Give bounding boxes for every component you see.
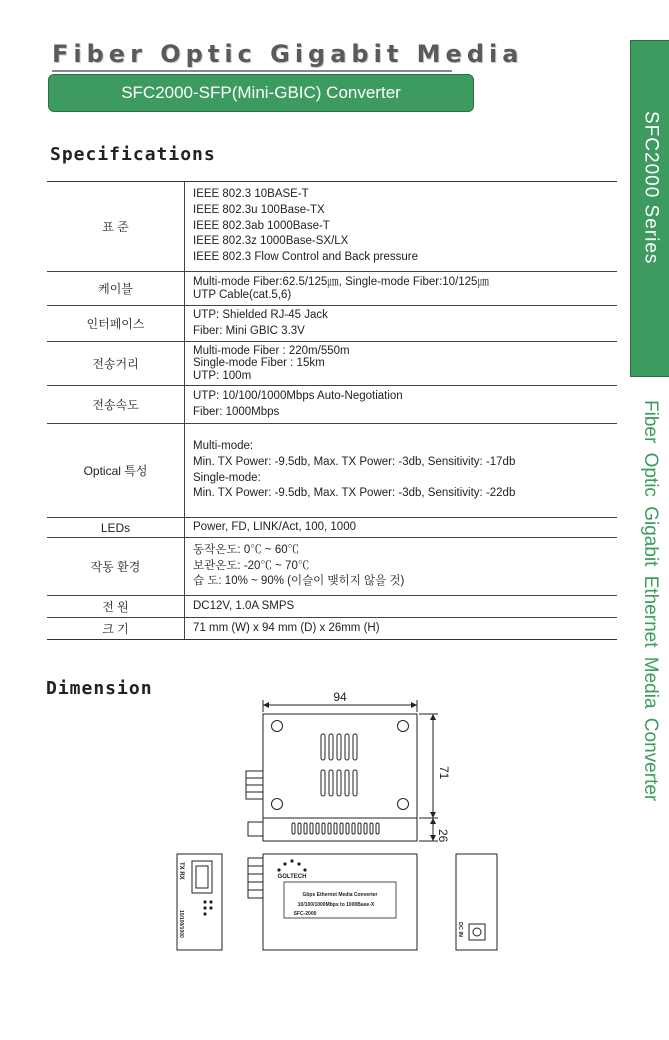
top-view-outline [263, 714, 417, 818]
spec-label: 작동 환경 [47, 538, 185, 596]
spec-value-line: 보관온도: -20℃ ~ 70℃ [193, 559, 310, 572]
spec-value-line: Fiber: 1000Mbps [193, 405, 280, 418]
specifications-heading: Specifications [50, 144, 216, 165]
spec-value-line: IEEE 802.3u 100Base-TX [193, 203, 325, 216]
spec-value-line: IEEE 802.3z 1000Base-SX/LX [193, 235, 349, 248]
mount-hole [398, 721, 409, 732]
dc-in-label: DC IN [457, 922, 463, 937]
dc-jack [469, 924, 485, 940]
spec-label: Optical 특성 [47, 424, 185, 518]
depth-dimension-label: 71 [437, 766, 451, 780]
spec-value-line: UTP: 100m [193, 369, 252, 382]
spec-label: 표 준 [47, 182, 185, 272]
brand-name: GOLTECH [277, 874, 307, 880]
vent-slots [321, 734, 357, 796]
spec-value-line: Single-mode: [193, 471, 261, 484]
port-labels: TX RX [178, 862, 184, 880]
spec-value-line: Multi-mode Fiber : 220m/550m [193, 345, 350, 358]
spec-value-line: Min. TX Power: -9.5db, Max. TX Power: -3db, Sensitivity: -17db [193, 455, 516, 468]
spec-label: LEDs [47, 518, 185, 538]
spec-label: 인터페이스 [47, 306, 185, 342]
spec-value-line: 71 mm (W) x 94 mm (D) x 26mm (H) [193, 621, 380, 634]
spec-label: 전송거리 [47, 342, 185, 386]
spec-value-line: IEEE 802.3 Flow Control and Back pressure [193, 251, 419, 264]
spec-value-line: 습 도: 10% ~ 90% (이슬이 맺히지 않을 것) [193, 575, 405, 588]
spec-label: 전 원 [47, 596, 185, 618]
side-product-text: Fiber Optic Gigabit Ethernet Media Converter [640, 400, 661, 802]
led-indicators [203, 900, 212, 915]
page-title: Fiber Optic Gigabit Media [52, 40, 524, 68]
spec-value-line: UTP: Shielded RJ-45 Jack [193, 308, 328, 321]
panel-text-1: Gbps Ethernet Media Converter [302, 892, 378, 898]
mount-hole [272, 721, 283, 732]
spec-value-line: Fiber: Mini GBIC 3.3V [193, 324, 305, 337]
spec-value-line: IEEE 802.3ab 1000Base-T [193, 219, 330, 232]
spec-value-line: IEEE 802.3 10BASE-T [193, 187, 309, 200]
speed-label: 10/100/1000 [178, 910, 184, 938]
spec-value-line: 동작온도: 0℃ ~ 60℃ [193, 543, 300, 556]
spec-label: 케이블 [47, 272, 185, 306]
spec-value-line: Multi-mode: [193, 439, 254, 452]
mount-hole [398, 799, 409, 810]
subtitle-text: SFC2000-SFP(Mini-GBIC) Converter [121, 83, 401, 102]
spec-value-line: Single-mode Fiber : 15km [193, 357, 325, 370]
mount-hole [272, 799, 283, 810]
side-vent-slots [292, 823, 379, 834]
spec-value-line: UTP: 10/100/1000Mbps Auto-Negotiation [193, 389, 403, 402]
panel-text-2: 10/100/1000Mbps to 1000Base-X [297, 902, 375, 908]
spec-value-line: Multi-mode Fiber:62.5/125㎛, Single-mode Fiber:10/125㎛ [193, 276, 489, 289]
brand-logo-dots [277, 859, 306, 871]
side-plug [248, 822, 263, 836]
side-series-text: SFC2000 Series [640, 111, 662, 265]
dimension-heading: Dimension [46, 678, 153, 699]
spec-value-line: Min. TX Power: -9.5db, Max. TX Power: -3db, Sensitivity: -22db [193, 487, 516, 500]
height-dimension-label: 26 [436, 829, 450, 843]
front-sfp-cage [248, 858, 263, 898]
spec-value-line: Power, FD, LINK/Act, 100, 1000 [193, 520, 356, 533]
spec-value-line: DC12V, 1.0A SMPS [193, 599, 295, 612]
width-dimension-label: 94 [333, 690, 347, 704]
spec-value-line: UTP Cable(cat.5,6) [193, 288, 292, 301]
panel-text-3: SFC-2000 [293, 911, 317, 917]
spec-label: 크 기 [47, 618, 185, 640]
spec-label: 전송속도 [47, 386, 185, 424]
